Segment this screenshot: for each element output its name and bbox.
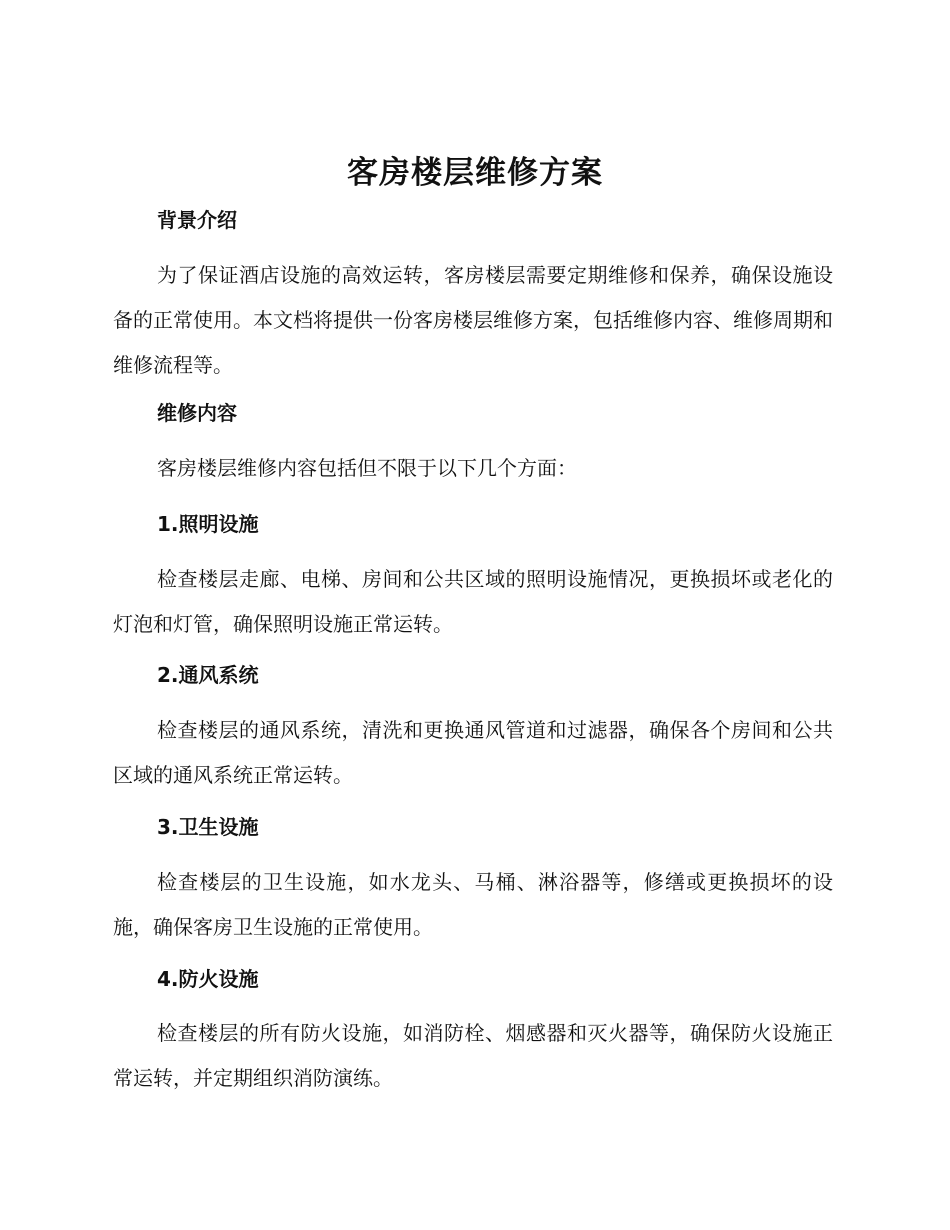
section-text-maintenance-content: 客房楼层维修内容包括但不限于以下几个方面： bbox=[157, 456, 577, 480]
section-text-ventilation: 检查楼层的通风系统，清洗和更换通风管道和过滤器，确保各个房间和公共区域的通风系统正常运转。 bbox=[113, 718, 833, 787]
section-text-background: 为了保证酒店设施的高效运转，客房楼层需要定期维修和保养，确保设施设备的正常使用。本文档将提供一份客房楼层维修方案，包括维修内容、维修周期和维修流程等。 bbox=[113, 263, 833, 377]
section-text-sanitary: 检查楼层的卫生设施，如水龙头、马桶、淋浴器等，修缮或更换损坏的设施，确保客房卫生设施的正常使用。 bbox=[113, 870, 833, 939]
section-text-fire-safety: 检查楼层的所有防火设施，如消防栓、烟感器和灭火器等，确保防火设施正常运转，并定期组织消防演练。 bbox=[113, 1021, 833, 1090]
section-heading-background: 背景介绍 bbox=[157, 208, 237, 232]
section-heading-maintenance-content: 维修内容 bbox=[157, 401, 237, 425]
section-text-lighting: 检查楼层走廊、电梯、房间和公共区域的照明设施情况，更换损坏或老化的灯泡和灯管，确保照明设施正常运转。 bbox=[113, 567, 833, 636]
section-heading-fire-safety: 4.防火设施 bbox=[157, 967, 259, 991]
section-heading-lighting: 1.照明设施 bbox=[157, 512, 259, 536]
document-title: 客房楼层维修方案 bbox=[347, 155, 603, 191]
section-heading-ventilation: 2.通风系统 bbox=[157, 663, 259, 687]
section-heading-sanitary: 3.卫生设施 bbox=[157, 815, 259, 839]
